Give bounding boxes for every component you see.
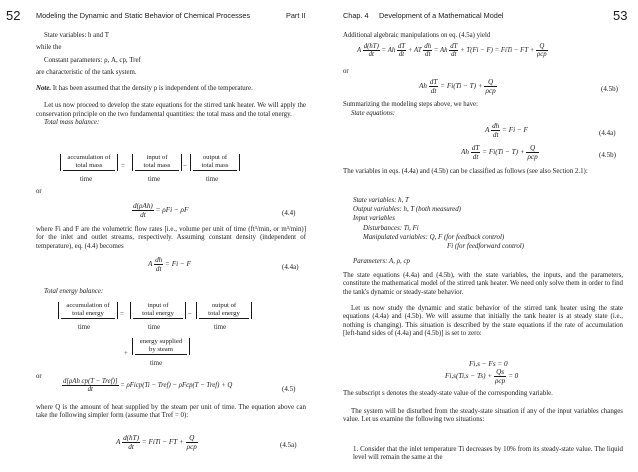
te-output-box: output of total energy xyxy=(196,302,252,319)
tm-time-3: time xyxy=(206,176,219,183)
te-plus: + xyxy=(124,350,128,357)
state-equation-4-4a-number: (4.4a) xyxy=(599,129,616,137)
paragraph-conservation: Let us now proceed to develop the state equations for the stirred tank heater. We will apply the conservation principle on the two fundamental quantities: the total mass and the total energy. xyxy=(36,102,306,118)
tm-output-box: output of total mass xyxy=(190,154,240,171)
right-header-title: Development of a Mathematical Model xyxy=(379,11,504,20)
total-energy-balance-heading: Total energy balance: xyxy=(44,288,104,295)
list-manipulated: Manipulated variables: Q, F (for feedback control) xyxy=(363,233,505,241)
tm-accumulation-box: accumulation of total mass xyxy=(60,154,118,171)
te-time-4: time xyxy=(150,360,163,367)
list-parameters: Parameters: A, ρ, cp xyxy=(353,258,410,266)
steady-state-equation-1: Fi,s − Fs = 0 xyxy=(469,360,508,368)
equation-4-5: $\frac{\text{d[ρAh cp(T − Tref)]}}{dt}$ = ρFicp(Ti − Tref) − ρFcp(T − Tref) + Q xyxy=(63,378,233,393)
right-page-number: 53 xyxy=(613,8,628,23)
te-accumulation-box: accumulation of total energy xyxy=(58,302,118,319)
or-2: or xyxy=(36,373,42,380)
state-equation-4-5b-number: (4.5b) xyxy=(599,151,616,159)
equation-4-5b-number: (4.5b) xyxy=(601,85,618,93)
te-equals: = xyxy=(120,311,124,318)
characteristic-line: are characteristic of the tank system. xyxy=(36,68,137,76)
equation-4-4: $\frac{\text{d(ρAh)}}{dt}$ = ρFi − ρF xyxy=(133,202,189,219)
equation-4-5a-number: (4.5a) xyxy=(280,441,297,449)
state-equation-4-5b: Ah $\frac{dT}{dt}$ = Fi(Ti − T) + $\frac{Q}{\text{ρcp}}$ xyxy=(461,144,538,161)
equation-4-4a-number: (4.4a) xyxy=(282,263,299,271)
summarizing-line: Summarizing the modeling steps above, we have: xyxy=(343,101,478,108)
tm-equals: = xyxy=(121,163,125,170)
additional-manipulations: Additional algebraic manipulations on eq. (4.5a) yield xyxy=(343,32,491,39)
right-header xyxy=(319,6,638,26)
subscript-paragraph: The subscript s denotes the steady-state value of the corresponding variable. xyxy=(343,390,553,397)
list-input-variables: Input variables xyxy=(353,215,395,223)
steady-state-equation-2: Fi,s(Ti,s − Ts) + $\frac{Qs}{\text{ρcp}}$ = 0 xyxy=(445,368,519,385)
left-header-title: Modeling the Dynamic and Static Behavior of Chemical Processes xyxy=(36,11,251,20)
left-page-number: 52 xyxy=(6,8,21,23)
note-label: Note. xyxy=(36,85,52,93)
tm-input-box: input of total mass xyxy=(132,154,182,171)
list-disturbances: Disturbances: Ti, Fi xyxy=(363,224,419,232)
tm-time-2: time xyxy=(148,176,161,183)
equation-expanded: A $\frac{d(hT)}{dt}$ = Ah $\frac{dT}{dt}$ + AT $\frac{dh}{dt}$ = Ah $\frac{dT}{dt}$ + T(Fi − F) = FiTi − FT + $\frac{Q}{\text{ρcp}}$ xyxy=(357,43,547,58)
variables-classification-paragraph: The variables in eqs. (4.4a) and (4.5b) can be classified as follows (see also Section 2.1): xyxy=(343,168,588,175)
equation-4-5-number: (4.5) xyxy=(282,385,296,393)
te-minus: − xyxy=(188,311,192,318)
mathematical-model-paragraph: The state equations (4.4a) and (4.5b), with the state variables, the inputs, and the parameters, constitute the mathematical model of the stirred tank heater. We need only solve them in order to find the tank's dynamic or steady-state behavior. xyxy=(343,272,623,296)
list-manipulated-feedforward: Fi (for feedforward control) xyxy=(447,243,525,251)
equation-4-5b: Ah $\frac{dT}{dt}$ = Fi(Ti − T) + $\frac{Q}{\text{ρcp}}$ xyxy=(419,78,496,95)
state-equation-4-4a: A $\frac{dh}{dt}$ = Fi − F xyxy=(485,122,528,139)
total-mass-balance-heading: Total mass balance: xyxy=(44,119,100,127)
tm-minus: − xyxy=(183,163,187,170)
list-output-variables: Output variables: h, T (both measured) xyxy=(353,206,461,214)
equation-4-4-number: (4.4) xyxy=(282,209,296,217)
list-state-variables: State variables: h, T xyxy=(353,197,409,204)
state-equations-heading: State equations: xyxy=(351,110,395,117)
te-time-1: time xyxy=(78,324,91,331)
paragraph-flow-rates: where Fi and F are the volumetric flow rates [i.e., volume per unit of time (ft³/min, or m³/min)] for the inlet and outlet streams, respectively. Assuming constant density (independent of temperature), eq. (4.4) becomes xyxy=(36,226,306,250)
or-1: or xyxy=(36,188,42,195)
variables-list xyxy=(353,196,623,266)
te-time-2: time xyxy=(148,324,161,331)
right-header-chapter: Chap. 4 xyxy=(343,11,369,20)
or-right: or xyxy=(343,68,349,75)
left-header xyxy=(0,6,319,26)
te-steam-box: energy supplied by steam xyxy=(132,338,190,355)
system-disturbed-paragraph: The system will be disturbed from the steady-state situation if any of the input variables changes value. Let us examine the following two situations: xyxy=(343,408,623,424)
note-text: It has been assumed that the density ρ is independent of the temperature. xyxy=(52,85,253,93)
tm-time-1: time xyxy=(80,176,93,183)
right-page xyxy=(319,0,638,472)
te-input-box: input of total energy xyxy=(130,302,186,319)
situation-item-1: 1. Consider that the inlet temperature Ti decreases by 10% from its steady-state value. The liquid level will remain the same at the xyxy=(353,446,623,462)
steady-state-paragraph: Let us now study the dynamic and static behavior of the stirred tank heater using the state equations (4.4a) and (4.5b). We will assume that initially the tank heater is at steady state (i.e., nothing is changing). This situation is described by the state equations if the rate of accumulation [left-hand sides of (4.4a) and (4.5b)] is set to zero: xyxy=(343,305,623,337)
left-header-part: Part II xyxy=(286,11,306,20)
while-the-line: while the xyxy=(36,44,62,52)
te-time-3: time xyxy=(214,324,227,331)
left-intro xyxy=(36,32,306,127)
equation-4-5a: A $\frac{d(hT)}{dt}$ = FiTi − FT + $\frac{Q}{\text{ρcp}}$ xyxy=(116,434,197,451)
paragraph-heat-supplied: where Q is the amount of heat supplied by the steam per unit of time. The equation above can take the following simpler form (assume that Tref = 0): xyxy=(36,404,306,420)
state-variables-line: State variables: h and T xyxy=(44,32,109,39)
note-paragraph xyxy=(36,85,306,93)
equation-4-4a: A $\frac{dh}{dt}$ = Fi − F xyxy=(148,256,191,273)
constant-params-line: Constant parameters: ρ, A, cp, Tref xyxy=(44,56,141,64)
